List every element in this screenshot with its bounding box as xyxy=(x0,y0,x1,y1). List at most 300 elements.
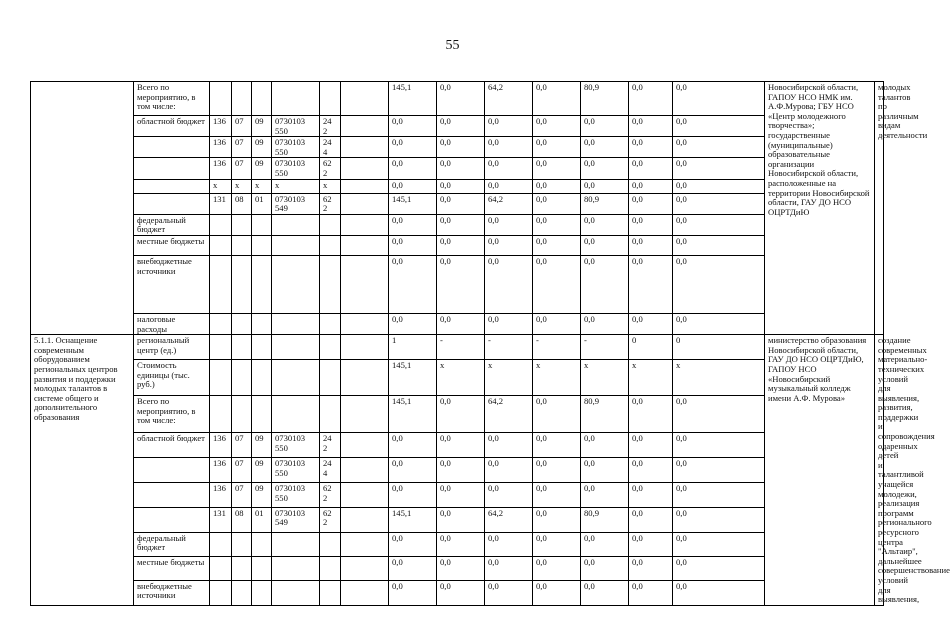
value-cell: 0,0 xyxy=(389,433,437,458)
value-cell: 0,0 xyxy=(673,483,765,508)
value-cell: 0,0 xyxy=(389,580,437,605)
code-cell xyxy=(272,359,320,395)
blank-cell xyxy=(341,557,389,580)
value-cell: 0,0 xyxy=(581,214,629,235)
value-cell: 0,0 xyxy=(673,137,765,158)
code-cell: 07 xyxy=(232,137,252,158)
code-cell xyxy=(320,335,341,360)
value-cell: х xyxy=(581,359,629,395)
value-cell: 1 xyxy=(389,335,437,360)
code-cell: 62 2 xyxy=(320,158,341,179)
value-cell: 0,0 xyxy=(437,433,485,458)
row-label-cell xyxy=(134,137,210,158)
value-cell: 0,0 xyxy=(629,483,673,508)
value-cell: - xyxy=(437,335,485,360)
value-cell: 0,0 xyxy=(581,532,629,557)
value-cell: 0,0 xyxy=(485,255,533,313)
blank-cell xyxy=(341,433,389,458)
table-row xyxy=(31,580,884,605)
value-cell: 0,0 xyxy=(437,580,485,605)
code-cell: 131 xyxy=(210,507,232,532)
value-cell: 0 xyxy=(629,335,673,360)
code-cell: 0730103 550 xyxy=(272,458,320,483)
value-cell: 0,0 xyxy=(533,116,581,137)
value-cell: 0,0 xyxy=(581,235,629,255)
code-cell: 0730103 550 xyxy=(272,137,320,158)
code-cell xyxy=(320,359,341,395)
code-cell: 09 xyxy=(252,137,272,158)
code-cell xyxy=(272,82,320,116)
code-cell xyxy=(272,395,320,432)
value-cell: 0,0 xyxy=(437,507,485,532)
code-cell: 01 xyxy=(252,507,272,532)
value-cell: 0,0 xyxy=(437,557,485,580)
value-cell: 0,0 xyxy=(485,179,533,193)
code-cell xyxy=(272,557,320,580)
value-cell: 0,0 xyxy=(673,235,765,255)
code-cell xyxy=(232,395,252,432)
code-cell: 08 xyxy=(232,193,252,214)
code-cell xyxy=(320,532,341,557)
value-cell: 64,2 xyxy=(485,507,533,532)
code-cell: 24 2 xyxy=(320,433,341,458)
code-cell: 01 xyxy=(252,193,272,214)
blank-cell xyxy=(341,507,389,532)
value-cell: 0,0 xyxy=(629,255,673,313)
table-row xyxy=(31,137,884,158)
code-cell xyxy=(210,82,232,116)
code-cell xyxy=(210,395,232,432)
value-cell: 0,0 xyxy=(673,313,765,334)
value-cell: 0,0 xyxy=(533,395,581,432)
code-cell xyxy=(272,580,320,605)
code-cell xyxy=(252,313,272,334)
code-cell xyxy=(320,395,341,432)
code-cell: 62 2 xyxy=(320,193,341,214)
row-label-cell: местные бюджеты xyxy=(134,557,210,580)
code-cell: 136 xyxy=(210,137,232,158)
code-cell xyxy=(252,359,272,395)
code-cell xyxy=(232,580,252,605)
page-number: 55 xyxy=(445,38,460,53)
code-cell: 136 xyxy=(210,483,232,508)
value-cell: 0,0 xyxy=(389,116,437,137)
value-cell: х xyxy=(533,359,581,395)
table-row xyxy=(31,255,884,313)
code-cell xyxy=(272,532,320,557)
value-cell: 0,0 xyxy=(533,214,581,235)
value-cell: 0,0 xyxy=(437,116,485,137)
code-cell xyxy=(252,255,272,313)
code-cell: х xyxy=(272,179,320,193)
value-cell: 0,0 xyxy=(629,557,673,580)
value-cell: 0,0 xyxy=(485,433,533,458)
value-cell: 0,0 xyxy=(533,532,581,557)
code-cell: х xyxy=(210,179,232,193)
code-cell: 131 xyxy=(210,193,232,214)
code-cell: 09 xyxy=(252,458,272,483)
value-cell: - xyxy=(533,335,581,360)
row-label-cell: областной бюджет xyxy=(134,433,210,458)
value-cell: 0,0 xyxy=(533,483,581,508)
value-cell: 0,0 xyxy=(485,532,533,557)
value-cell: 0,0 xyxy=(629,507,673,532)
blank-cell xyxy=(341,532,389,557)
row-label-cell: федеральный бюджет xyxy=(134,532,210,557)
code-cell xyxy=(272,235,320,255)
code-cell xyxy=(232,335,252,360)
row-label-cell: региональный центр (ед.) xyxy=(134,335,210,360)
code-cell xyxy=(210,235,232,255)
code-cell xyxy=(210,557,232,580)
value-cell: 0,0 xyxy=(533,313,581,334)
value-cell: 145,1 xyxy=(389,193,437,214)
value-cell: 0,0 xyxy=(629,433,673,458)
value-cell: 0,0 xyxy=(437,395,485,432)
value-cell: 80,9 xyxy=(581,395,629,432)
blank-cell xyxy=(341,179,389,193)
row-label-cell xyxy=(134,158,210,179)
code-cell xyxy=(320,82,341,116)
value-cell: 64,2 xyxy=(485,193,533,214)
value-cell: 0,0 xyxy=(437,235,485,255)
code-cell xyxy=(252,580,272,605)
value-cell: 0,0 xyxy=(533,557,581,580)
value-cell: 0,0 xyxy=(629,158,673,179)
code-cell: 09 xyxy=(252,483,272,508)
code-cell: 24 4 xyxy=(320,137,341,158)
code-cell xyxy=(320,255,341,313)
blank-cell xyxy=(341,458,389,483)
blank-cell xyxy=(341,137,389,158)
code-cell xyxy=(232,359,252,395)
row-label-cell: Всего по мероприятию, в том числе: xyxy=(134,395,210,432)
blank-cell xyxy=(341,359,389,395)
value-cell: х xyxy=(673,359,765,395)
value-cell: 0,0 xyxy=(485,235,533,255)
value-cell: х xyxy=(437,359,485,395)
value-cell: 0,0 xyxy=(389,532,437,557)
value-cell: 0,0 xyxy=(437,458,485,483)
code-cell: 0730103 550 xyxy=(272,483,320,508)
value-cell: 0,0 xyxy=(629,82,673,116)
code-cell: 09 xyxy=(252,116,272,137)
value-cell: 0,0 xyxy=(389,158,437,179)
code-cell xyxy=(210,532,232,557)
value-cell: 0,0 xyxy=(673,116,765,137)
code-cell: х xyxy=(232,179,252,193)
code-cell xyxy=(320,580,341,605)
table-row xyxy=(31,179,884,193)
value-cell: 0,0 xyxy=(629,137,673,158)
value-cell: 0,0 xyxy=(673,255,765,313)
table-row xyxy=(31,158,884,179)
value-cell: 0,0 xyxy=(533,433,581,458)
value-cell: 0,0 xyxy=(533,580,581,605)
code-cell xyxy=(252,214,272,235)
code-cell xyxy=(232,82,252,116)
value-cell: 0,0 xyxy=(581,255,629,313)
value-cell: 0,0 xyxy=(673,433,765,458)
table-row xyxy=(31,193,884,214)
code-cell: 62 2 xyxy=(320,483,341,508)
value-cell: 80,9 xyxy=(581,82,629,116)
code-cell xyxy=(232,214,252,235)
value-cell: 0,0 xyxy=(673,507,765,532)
value-cell: 0,0 xyxy=(673,193,765,214)
table-row xyxy=(31,483,884,508)
blank-cell xyxy=(341,255,389,313)
code-cell xyxy=(320,214,341,235)
value-cell: 0,0 xyxy=(629,313,673,334)
bottom-block xyxy=(31,335,950,606)
budget-table xyxy=(30,81,950,606)
value-cell: - xyxy=(581,335,629,360)
value-cell: 0,0 xyxy=(673,458,765,483)
value-cell: 0,0 xyxy=(533,82,581,116)
row-label-cell: внебюджетные источники xyxy=(134,580,210,605)
value-cell: 0,0 xyxy=(389,214,437,235)
row-label-cell xyxy=(134,507,210,532)
value-cell: 0,0 xyxy=(533,179,581,193)
value-cell: 0,0 xyxy=(533,507,581,532)
value-cell: 0 xyxy=(673,335,765,360)
blank-cell xyxy=(341,158,389,179)
value-cell: 0,0 xyxy=(485,458,533,483)
code-cell xyxy=(210,214,232,235)
code-cell: 07 xyxy=(232,158,252,179)
row-label-cell: областной бюджет xyxy=(134,116,210,137)
value-cell: 0,0 xyxy=(437,313,485,334)
code-cell xyxy=(320,557,341,580)
code-cell: 0730103 549 xyxy=(272,193,320,214)
value-cell: 0,0 xyxy=(437,483,485,508)
table-row xyxy=(31,532,884,557)
code-cell xyxy=(252,235,272,255)
blank-cell xyxy=(341,483,389,508)
row-label-cell xyxy=(134,458,210,483)
blank-cell xyxy=(341,214,389,235)
value-cell: 0,0 xyxy=(581,179,629,193)
value-cell: 0,0 xyxy=(485,557,533,580)
code-cell: 136 xyxy=(210,116,232,137)
value-cell: 0,0 xyxy=(629,179,673,193)
code-cell: 136 xyxy=(210,158,232,179)
table-row xyxy=(31,359,884,395)
value-cell: 0,0 xyxy=(533,137,581,158)
executor-cell: министерство образования Новосибирской области, ГАУ ДО НСО ОЦРТДиЮ, ГАПОУ НСО «Новосибирский музыкальный колледж имени А.Ф. Мурова» xyxy=(765,335,875,606)
value-cell: 0,0 xyxy=(673,158,765,179)
value-cell: 0,0 xyxy=(437,82,485,116)
blank-cell xyxy=(341,193,389,214)
top-block xyxy=(31,82,928,335)
code-cell: 07 xyxy=(232,433,252,458)
code-cell: 08 xyxy=(232,507,252,532)
value-cell: 0,0 xyxy=(533,158,581,179)
code-cell xyxy=(252,82,272,116)
value-cell: 0,0 xyxy=(629,116,673,137)
result-cell: создание современных материально-технических условий для выявления, развития, поддержки и сопровождения одаренных детей и талантливой учащейся молодежи, реализация программ регионального ресурсного центра "Альтаир", дальнейшее совершенствование условий для выявления, xyxy=(875,335,884,606)
value-cell: 64,2 xyxy=(485,395,533,432)
value-cell: 0,0 xyxy=(673,214,765,235)
code-cell: 09 xyxy=(252,433,272,458)
value-cell: 0,0 xyxy=(437,193,485,214)
code-cell: 136 xyxy=(210,458,232,483)
value-cell: 0,0 xyxy=(437,179,485,193)
code-cell xyxy=(272,335,320,360)
value-cell: х xyxy=(629,359,673,395)
value-cell: 0,0 xyxy=(437,214,485,235)
value-cell: 0,0 xyxy=(629,532,673,557)
row-label-cell xyxy=(134,193,210,214)
blank-cell xyxy=(341,82,389,116)
code-cell xyxy=(232,557,252,580)
value-cell: 0,0 xyxy=(581,313,629,334)
code-cell: х xyxy=(252,179,272,193)
value-cell: 0,0 xyxy=(485,137,533,158)
value-cell: 0,0 xyxy=(629,458,673,483)
value-cell: 145,1 xyxy=(389,395,437,432)
value-cell: 0,0 xyxy=(485,580,533,605)
code-cell xyxy=(252,532,272,557)
table-row xyxy=(31,507,884,532)
table-row xyxy=(31,458,884,483)
measure-name-cell: 5.1.1. Оснащение современным оборудованием региональных центров развития и поддержки молодых талантов в системе общего и дополнительного образования xyxy=(31,335,134,606)
code-cell: 0730103 550 xyxy=(272,158,320,179)
code-cell xyxy=(252,395,272,432)
value-cell: 0,0 xyxy=(389,313,437,334)
value-cell: 0,0 xyxy=(437,158,485,179)
code-cell: 07 xyxy=(232,116,252,137)
value-cell: 0,0 xyxy=(389,235,437,255)
code-cell: 24 4 xyxy=(320,458,341,483)
value-cell: 0,0 xyxy=(673,580,765,605)
table-row xyxy=(31,116,884,137)
value-cell: 0,0 xyxy=(389,137,437,158)
code-cell xyxy=(272,255,320,313)
code-cell: 24 2 xyxy=(320,116,341,137)
blank-cell xyxy=(341,335,389,360)
value-cell: 0,0 xyxy=(389,458,437,483)
row-label-cell: налоговые расходы xyxy=(134,313,210,334)
value-cell: 0,0 xyxy=(485,158,533,179)
blank-cell xyxy=(341,235,389,255)
value-cell: 0,0 xyxy=(533,458,581,483)
value-cell: 0,0 xyxy=(673,395,765,432)
value-cell: 0,0 xyxy=(581,116,629,137)
value-cell: 0,0 xyxy=(485,313,533,334)
table-row xyxy=(31,313,884,334)
value-cell: 0,0 xyxy=(533,193,581,214)
blank-cell xyxy=(341,395,389,432)
value-cell: 0,0 xyxy=(581,580,629,605)
table-row xyxy=(31,214,884,235)
value-cell: 0,0 xyxy=(437,255,485,313)
code-cell xyxy=(232,235,252,255)
value-cell: 0,0 xyxy=(389,255,437,313)
value-cell: 0,0 xyxy=(673,82,765,116)
code-cell: х xyxy=(320,179,341,193)
value-cell: 64,2 xyxy=(485,82,533,116)
value-cell: 0,0 xyxy=(389,483,437,508)
code-cell xyxy=(320,235,341,255)
value-cell: 0,0 xyxy=(581,557,629,580)
value-cell: 0,0 xyxy=(629,395,673,432)
value-cell: 0,0 xyxy=(389,179,437,193)
table-row xyxy=(31,82,884,116)
value-cell: 0,0 xyxy=(581,158,629,179)
value-cell: 0,0 xyxy=(581,458,629,483)
table-row xyxy=(31,335,884,360)
row-label-cell: местные бюджеты xyxy=(134,235,210,255)
value-cell: 0,0 xyxy=(581,137,629,158)
row-label-cell: федеральный бюджет xyxy=(134,214,210,235)
value-cell: х xyxy=(485,359,533,395)
code-cell xyxy=(210,580,232,605)
value-cell: 0,0 xyxy=(629,235,673,255)
value-cell: 0,0 xyxy=(581,483,629,508)
result-cell: молодых талантов по различным видам деятельности xyxy=(875,82,884,335)
code-cell xyxy=(210,255,232,313)
table-row xyxy=(31,235,884,255)
code-cell xyxy=(272,214,320,235)
row-label-cell: внебюджетные источники xyxy=(134,255,210,313)
value-cell: 0,0 xyxy=(673,179,765,193)
row-label-cell xyxy=(134,179,210,193)
code-cell: 07 xyxy=(232,458,252,483)
value-cell: - xyxy=(485,335,533,360)
value-cell: 80,9 xyxy=(581,193,629,214)
code-cell xyxy=(232,255,252,313)
executor-cell: Новосибирской области, ГАПОУ НСО НМК им. А.Ф.Мурова; ГБУ НСО «Центр молодежного творчества»; государственные (муниципальные) образовательные организации Новосибирской области, расположенные на территории Новосибирской области, ГАУ ДО НСО ОЦРТДиЮ xyxy=(765,82,875,335)
table-row xyxy=(31,433,884,458)
code-cell: 09 xyxy=(252,158,272,179)
value-cell: 80,9 xyxy=(581,507,629,532)
code-cell: 07 xyxy=(232,483,252,508)
row-label-cell: Стоимость единицы (тыс. руб.) xyxy=(134,359,210,395)
value-cell: 145,1 xyxy=(389,82,437,116)
code-cell xyxy=(210,335,232,360)
code-cell: 0730103 550 xyxy=(272,433,320,458)
value-cell: 0,0 xyxy=(673,557,765,580)
value-cell: 0,0 xyxy=(437,532,485,557)
table-row xyxy=(31,395,884,432)
blank-cell xyxy=(341,116,389,137)
row-label-cell xyxy=(134,483,210,508)
code-cell: 0730103 550 xyxy=(272,116,320,137)
code-cell xyxy=(272,313,320,334)
value-cell: 0,0 xyxy=(437,137,485,158)
blank-cell xyxy=(341,313,389,334)
code-cell xyxy=(232,532,252,557)
code-cell xyxy=(210,359,232,395)
value-cell: 0,0 xyxy=(629,580,673,605)
value-cell: 0,0 xyxy=(485,214,533,235)
value-cell: 0,0 xyxy=(389,557,437,580)
code-cell: 0730103 549 xyxy=(272,507,320,532)
table-row xyxy=(31,557,884,580)
code-cell: 62 2 xyxy=(320,507,341,532)
value-cell: 145,1 xyxy=(389,507,437,532)
code-cell xyxy=(252,335,272,360)
blank-cell xyxy=(341,580,389,605)
row-label-cell: Всего по мероприятию, в том числе: xyxy=(134,82,210,116)
code-cell: 136 xyxy=(210,433,232,458)
code-cell xyxy=(252,557,272,580)
code-cell xyxy=(210,313,232,334)
value-cell: 0,0 xyxy=(533,255,581,313)
value-cell: 0,0 xyxy=(629,193,673,214)
